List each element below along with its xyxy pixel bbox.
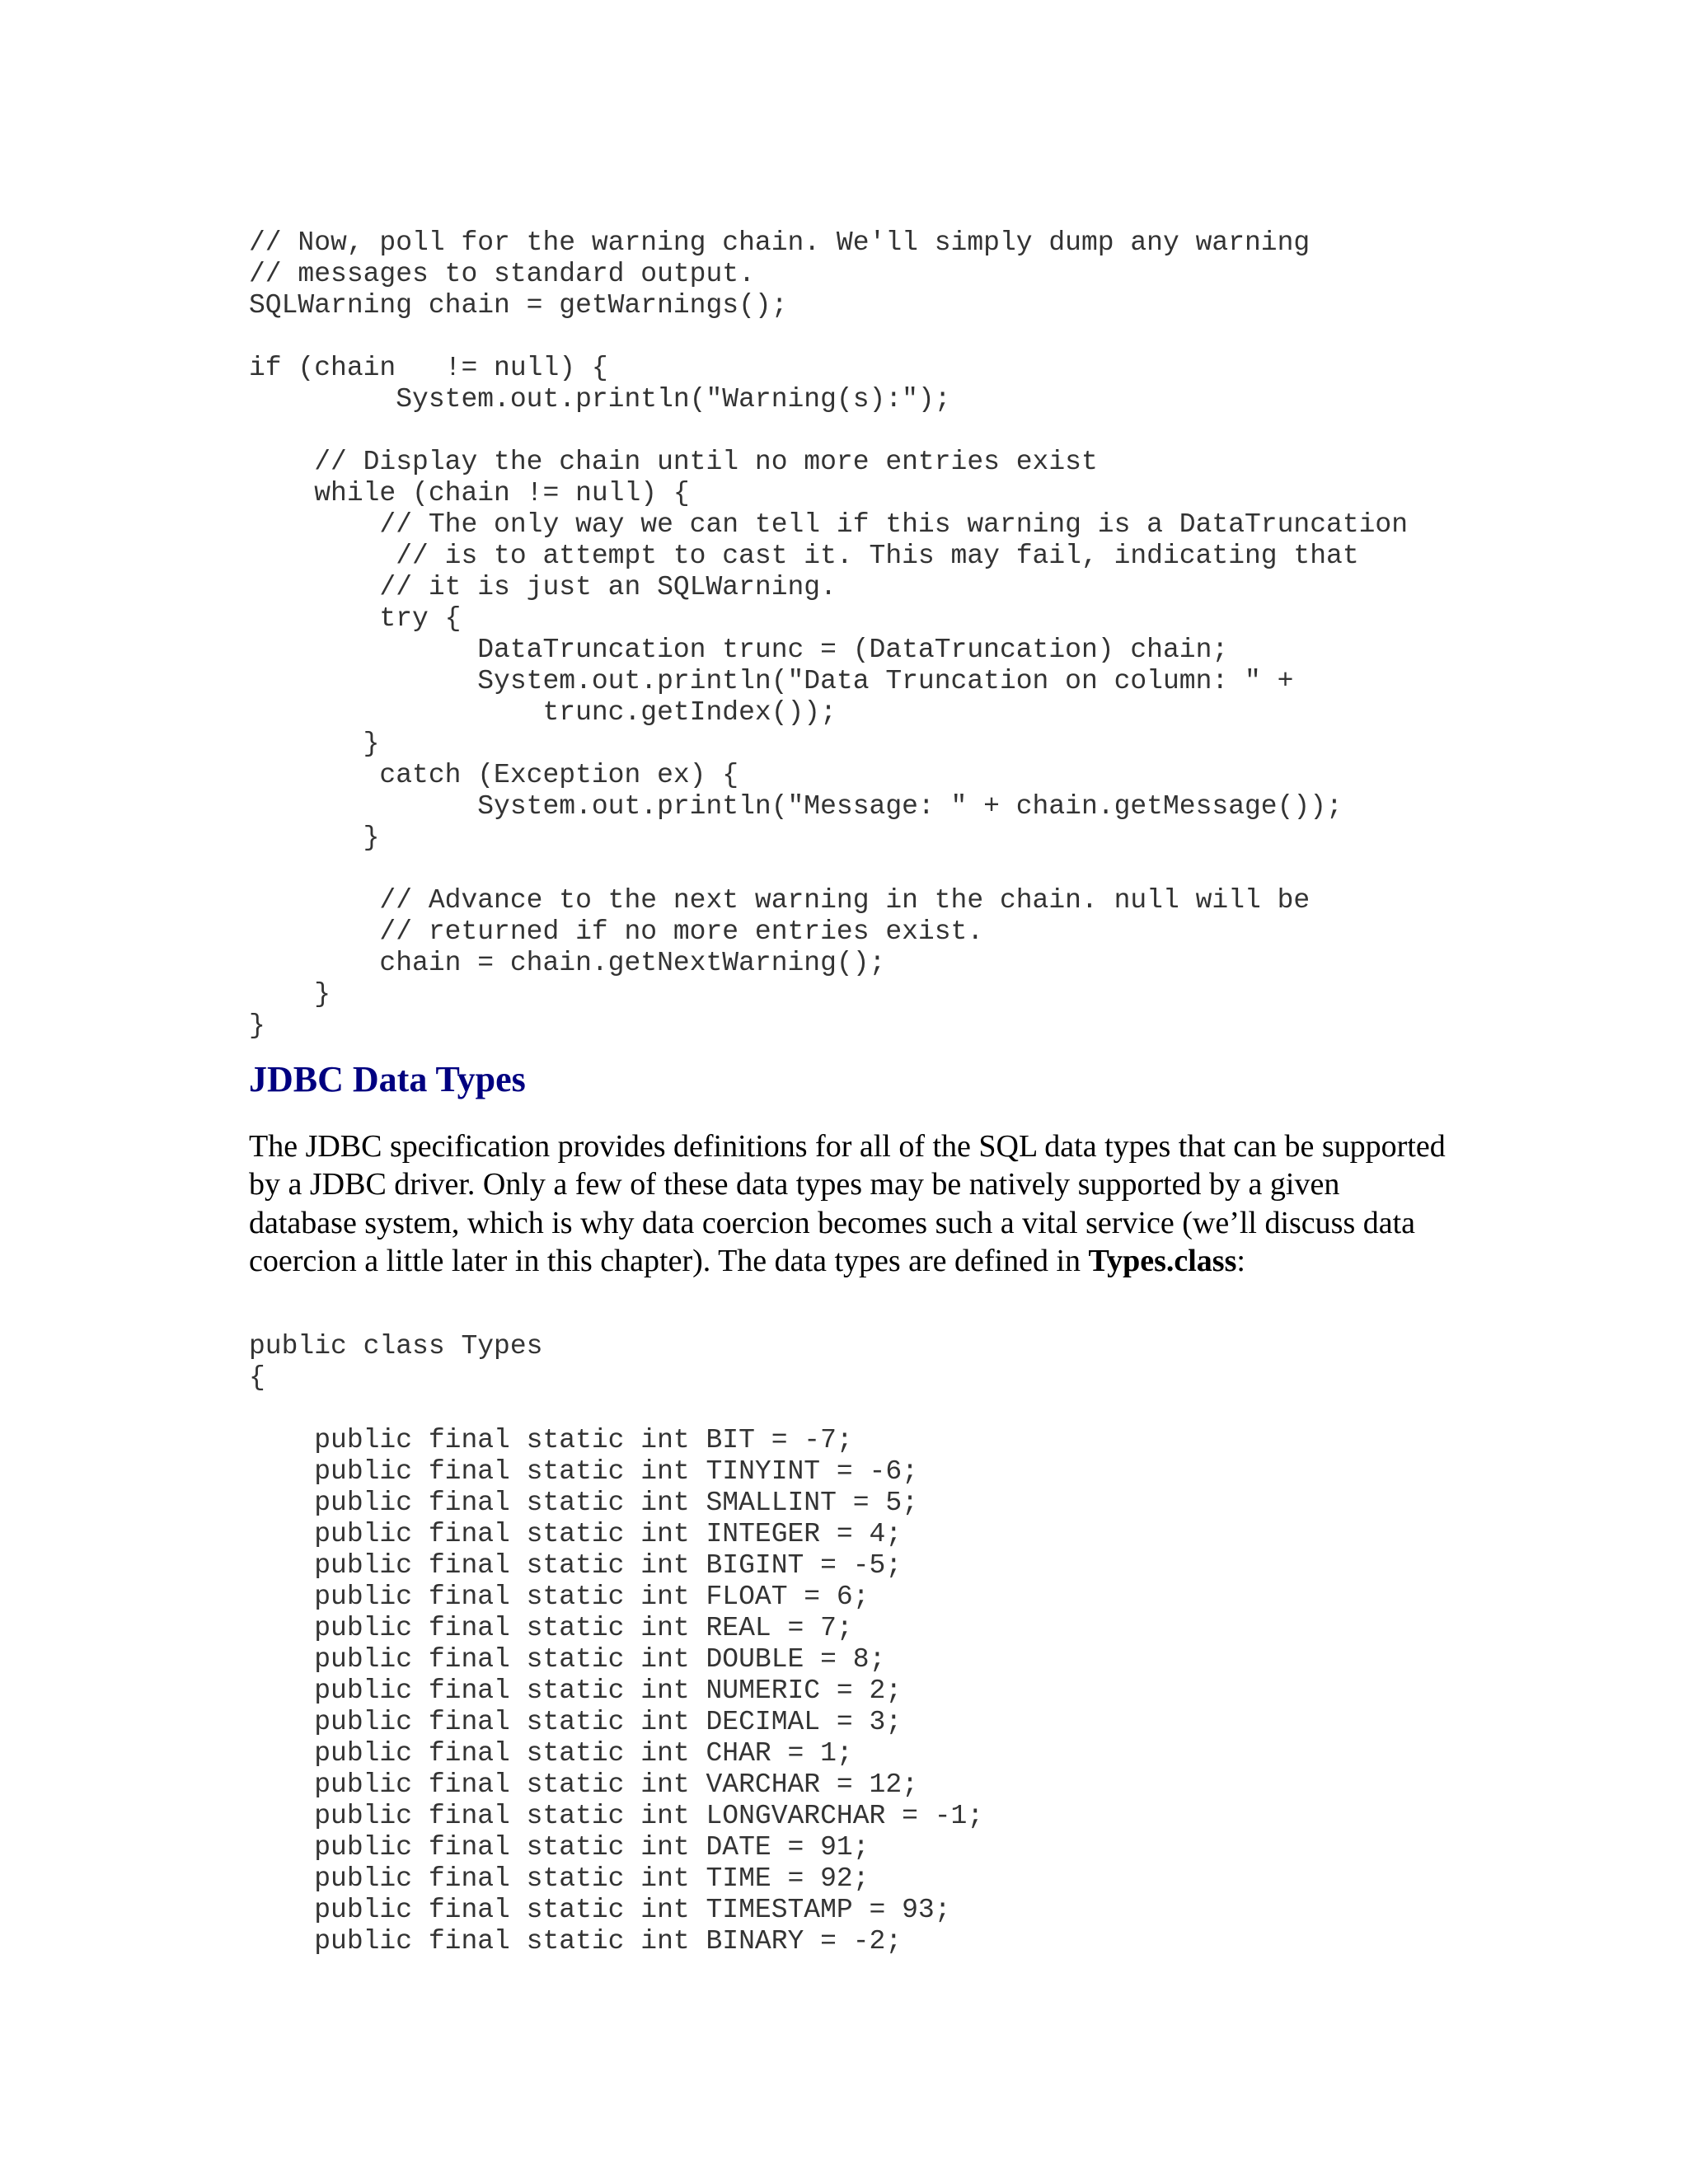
code-listing-warning-chain xyxy=(249,227,1408,1042)
code-line: if (chain != null) { xyxy=(249,353,608,383)
code-line: // Display the chain until no more entries exist xyxy=(249,447,1098,477)
section-heading: JDBC Data Types xyxy=(249,1059,526,1099)
code-line: public final static int DOUBLE = 8; xyxy=(249,1644,886,1675)
code-line: catch (Exception ex) { xyxy=(249,760,739,790)
code-line: { xyxy=(249,1362,265,1393)
code-line: try { xyxy=(249,603,462,634)
code-line: public final static int INTEGER = 4; xyxy=(249,1519,903,1549)
code-line: DataTruncation trunc = (DataTruncation) chain; xyxy=(249,635,1229,665)
code-line: } xyxy=(249,979,331,1010)
code-line xyxy=(249,321,1408,353)
code-line: // it is just an SQLWarning. xyxy=(249,572,837,602)
code-line: public final static int TIME = 92; xyxy=(249,1863,870,1894)
code-line: public final static int BIGINT = -5; xyxy=(249,1550,903,1581)
code-line: chain = chain.getNextWarning(); xyxy=(249,948,886,978)
code-listing-types-class xyxy=(249,1331,983,1957)
code-line: } xyxy=(249,823,380,853)
code-line: public class Types xyxy=(249,1331,543,1361)
code-line: // Advance to the next warning in the chain. null will be xyxy=(249,885,1311,916)
paragraph-end: : xyxy=(1236,1244,1245,1279)
code-line: // returned if no more entries exist. xyxy=(249,916,984,947)
code-line: public final static int BINARY = -2; xyxy=(249,1926,903,1957)
code-line: } xyxy=(249,729,380,759)
paragraph-bold-class-name: Types.class xyxy=(1088,1244,1237,1279)
code-line: System.out.println("Message: " + chain.getMessage()); xyxy=(249,791,1343,822)
code-line: public final static int LONGVARCHAR = -1; xyxy=(249,1801,984,1831)
code-line: public final static int NUMERIC = 2; xyxy=(249,1675,903,1706)
paragraph-text: The JDBC specification provides definitions for all of the SQL data types that can be supported by a JDBC driver. Only a few of these data types may be natively supported by a given database system, which is why data coercion becomes such a vital service (we’ll discuss data coercion a little later in this chapter). The data types are defined in xyxy=(249,1129,1446,1279)
code-line xyxy=(249,415,1408,447)
code-line: // messages to standard output. xyxy=(249,259,755,289)
code-line: public final static int VARCHAR = 12; xyxy=(249,1769,918,1800)
code-line: trunc.getIndex()); xyxy=(249,697,837,728)
code-line: public final static int REAL = 7; xyxy=(249,1613,853,1643)
code-line: public final static int FLOAT = 6; xyxy=(249,1582,870,1612)
code-line: // Now, poll for the warning chain. We'll simply dump any warning xyxy=(249,227,1311,258)
code-line: SQLWarning chain = getWarnings(); xyxy=(249,290,788,321)
code-line: public final static int TINYINT = -6; xyxy=(249,1456,918,1487)
code-line: public final static int DATE = 91; xyxy=(249,1832,870,1863)
code-line: while (chain != null) { xyxy=(249,478,690,509)
code-line: public final static int SMALLINT = 5; xyxy=(249,1488,918,1518)
code-line xyxy=(249,1394,983,1425)
code-line: public final static int DECIMAL = 3; xyxy=(249,1707,903,1737)
code-line: public final static int CHAR = 1; xyxy=(249,1738,853,1769)
code-line: System.out.println("Data Truncation on column: " + xyxy=(249,666,1294,696)
code-line: public final static int TIMESTAMP = 93; xyxy=(249,1895,951,1925)
code-line: // The only way we can tell if this warning is a DataTruncation xyxy=(249,509,1409,540)
code-line: public final static int BIT = -7; xyxy=(249,1425,853,1455)
code-line xyxy=(249,854,1408,885)
code-line: // is to attempt to cast it. This may fail, indicating that xyxy=(249,541,1359,571)
code-line: System.out.println("Warning(s):"); xyxy=(249,384,951,415)
section-paragraph xyxy=(249,1127,1452,1281)
code-line: } xyxy=(249,1010,265,1041)
